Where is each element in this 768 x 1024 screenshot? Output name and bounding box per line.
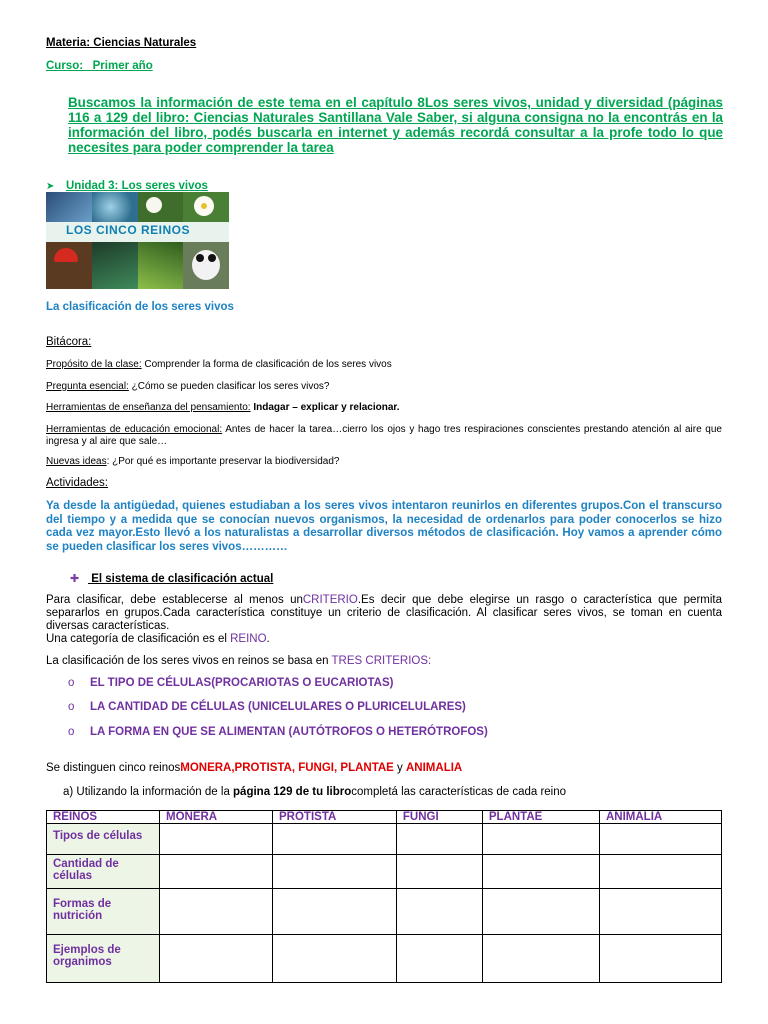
table-row xyxy=(47,889,722,935)
table-cell[interactable] xyxy=(273,855,397,889)
proposito-line: Propósito de la clase: Comprender la forma de clasificación de los seres vivos xyxy=(46,359,392,370)
table-cell[interactable] xyxy=(160,855,273,889)
herramientas-line: Herramientas de enseñanza del pensamiento: Indagar – explicar y relacionar. xyxy=(46,402,400,413)
row-label: Cantidad de células xyxy=(47,855,160,889)
table-cell[interactable] xyxy=(482,889,599,935)
table-cell[interactable] xyxy=(599,935,721,983)
table-cell[interactable] xyxy=(273,935,397,983)
table-cell[interactable] xyxy=(482,855,599,889)
table-cell[interactable] xyxy=(482,824,599,855)
bitacora-label: Bitácora: xyxy=(46,336,92,348)
row-label: Ejemplos de organimos xyxy=(47,935,160,983)
table-cell[interactable] xyxy=(160,824,273,855)
table-cell[interactable] xyxy=(599,855,721,889)
row-label: Tipos de células xyxy=(47,824,160,855)
table-header-row xyxy=(47,811,722,824)
table-header: FUNGI xyxy=(396,811,482,824)
herramientas-emocional-line: Herramientas de educación emocional: Antes de hacer la tarea…cierro los ojos y hago tres respiraciones conscientes prestando atención al aire que ingresa y al aire que sale… xyxy=(46,424,722,447)
table-header: ANIMALIA xyxy=(599,811,721,824)
table-header: PLANTAE xyxy=(482,811,599,824)
arrow-bullet-icon: ➤ xyxy=(46,181,55,192)
circle-bullet-icon: o xyxy=(68,677,75,689)
table-row xyxy=(47,824,722,855)
pregunta-line: Pregunta esencial: ¿Cómo se pueden clasificar los seres vivos? xyxy=(46,381,330,392)
tres-criterios-line: La clasificación de los seres vivos en reinos se basa en TRES CRITERIOS: xyxy=(46,655,432,667)
circle-bullet-icon: o xyxy=(68,701,75,713)
sistema-title: ✚ El sistema de clasificación actual xyxy=(70,573,274,585)
table-cell[interactable] xyxy=(160,935,273,983)
criterio-paragraph: Para clasificar, debe establecerse al menos unCRITERIO.Es decir que debe elegirse un rasgo o característica que permita separarlos en grupos.Cada característica constituye un criterio de clasificación. Al clasificar seres vivos, se toman en cuenta diversas características. Una categoría de clasificación es el REINO. xyxy=(46,594,723,645)
cinco-reinos-line: Se distinguen cinco reinosMONERA,PROTISTA, FUNGI, PLANTAE y ANIMALIA xyxy=(46,762,463,774)
reinos-table xyxy=(46,810,722,983)
table-cell[interactable] xyxy=(273,824,397,855)
nuevas-ideas-line: Nuevas ideas: ¿Por qué es importante preservar la biodiversidad? xyxy=(46,456,340,467)
table-header: MONERA xyxy=(160,811,273,824)
cinco-reinos-banner xyxy=(46,192,229,289)
table-cell[interactable] xyxy=(396,824,482,855)
table-header: PROTISTA xyxy=(273,811,397,824)
clasificacion-title: La clasificación de los seres vivos xyxy=(46,301,234,313)
materia-heading: Materia: Ciencias Naturales xyxy=(46,37,197,49)
actividades-paragraph: Ya desde la antigüedad, quienes estudiaban a los seres vivos intentaron reunirlos en diferentes grupos.Con el transcurso del tiempo y a medida que se conocían nuevos organismos, la necesidad de ordenarlos para poder conocerlos se hizo cada vez mayor.Esto llevó a los naturalistas a desarrollar diversos métodos de clasificación. Hoy vamos a aprender cómo se pueden clasificar los seres vivos………… xyxy=(46,500,722,553)
table-cell[interactable] xyxy=(599,889,721,935)
table-cell[interactable] xyxy=(396,855,482,889)
table-header: REINOS xyxy=(47,811,160,824)
row-label: Formas de nutrición xyxy=(47,889,160,935)
criterio-item: o EL TIPO DE CÉLULAS(PROCARIOTAS O EUCARIOTAS) xyxy=(68,677,394,689)
table-cell[interactable] xyxy=(599,824,721,855)
banner-title: LOS CINCO REINOS xyxy=(66,223,191,237)
circle-bullet-icon: o xyxy=(68,726,75,738)
table-cell[interactable] xyxy=(273,889,397,935)
unidad-title: ➤ Unidad 3: Los seres vivos xyxy=(46,180,208,192)
table-cell[interactable] xyxy=(160,889,273,935)
pin-bullet-icon: ✚ xyxy=(70,573,80,585)
instruccion-a: a) Utilizando la información de la página 129 de tu librocompletá las características de cada reino xyxy=(63,786,567,798)
table-row xyxy=(47,935,722,983)
curso-heading: Curso: Primer año xyxy=(46,60,153,72)
actividades-label: Actividades: xyxy=(46,477,109,489)
table-cell[interactable] xyxy=(396,935,482,983)
table-cell[interactable] xyxy=(482,935,599,983)
table-cell[interactable] xyxy=(396,889,482,935)
table-row xyxy=(47,855,722,889)
criterio-item: o LA CANTIDAD DE CÉLULAS (UNICELULARES O PLURICELULARES) xyxy=(68,701,466,713)
intro-paragraph: Buscamos la información de este tema en el capítulo 8Los seres vivos, unidad y diversidad (páginas 116 a 129 del libro: Ciencias Naturales Santillana Vale Saber, si alguna consigna no la encontrás en la información del libro, podés buscarla en internet y además recordá consultar a la profe todo lo que necesites para poder comprender la tarea xyxy=(68,95,723,155)
criterio-item: o LA FORMA EN QUE SE ALIMENTAN (AUTÓTROFOS O HETERÓTROFOS) xyxy=(68,726,488,738)
